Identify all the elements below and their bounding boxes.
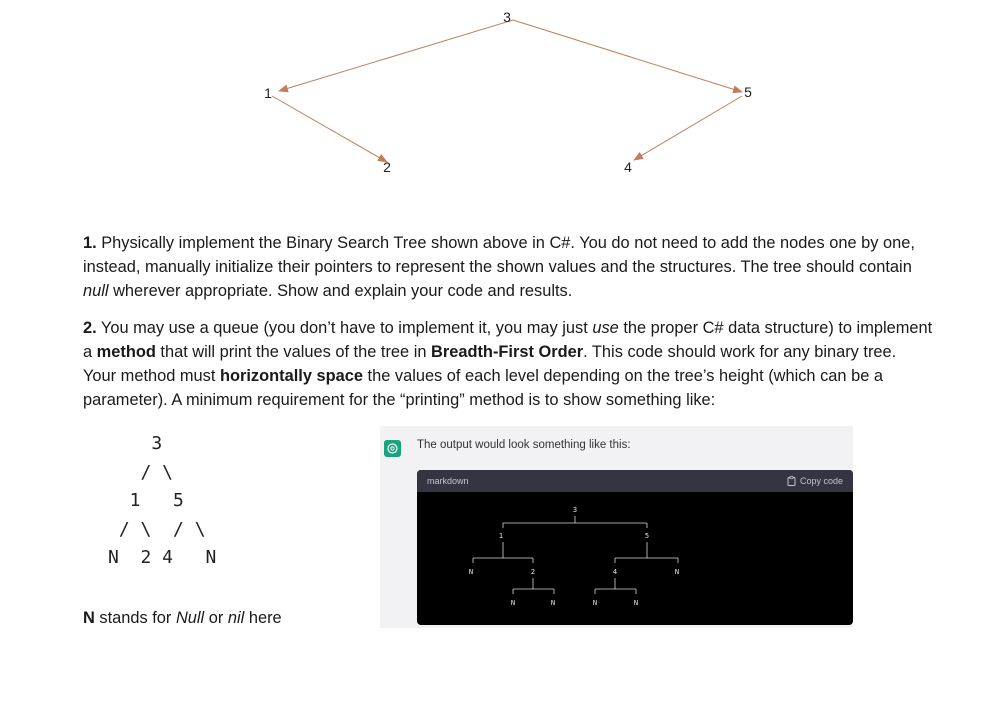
output-node-5: 5 bbox=[644, 532, 650, 540]
method-keyword: method bbox=[96, 343, 156, 361]
tree-node-1: 1 bbox=[264, 85, 272, 101]
output-node-N: N bbox=[592, 599, 598, 607]
question-1-text: Physically implement the Binary Search Tree shown above in C#. You do not need to add the nodes one by one, instead, manually initialize their pointers to represent the shown values and the structures. The tree should contain bbox=[83, 234, 915, 276]
code-block-header bbox=[417, 470, 853, 492]
clipboard-icon bbox=[787, 476, 796, 486]
ascii-line: 1 5 bbox=[108, 490, 184, 511]
question-2-text: . This code should work for any binary tree. Your method must bbox=[83, 343, 897, 385]
copy-code-label: Copy code bbox=[799, 476, 843, 486]
question-2-text: that will print the values of the tree in bbox=[155, 343, 432, 361]
question-1-number: 1. bbox=[83, 234, 97, 252]
null-note-text: here bbox=[244, 609, 282, 627]
tree-node-2: 2 bbox=[383, 159, 391, 175]
tree-output-render bbox=[417, 492, 853, 625]
null-note bbox=[83, 606, 282, 630]
null-note-text: stands for bbox=[94, 609, 176, 627]
question-2-text: the values of each level depending on the tree’s height (which can be a parameter). A minimum requirement for the “printing” method is to show something like: bbox=[83, 367, 883, 409]
chatgpt-response-panel bbox=[380, 426, 853, 628]
ascii-line: N 2 4 N bbox=[108, 547, 217, 568]
output-node-N: N bbox=[510, 599, 516, 607]
tree-edge-n3-n5 bbox=[513, 20, 742, 92]
output-node-N: N bbox=[633, 599, 639, 607]
bst-diagram bbox=[0, 0, 1007, 200]
output-node-4: 4 bbox=[612, 568, 618, 576]
output-node-1: 1 bbox=[498, 532, 504, 540]
output-node-N: N bbox=[674, 568, 680, 576]
tree-node-4: 4 bbox=[624, 159, 632, 175]
chatgpt-logo-icon bbox=[384, 440, 401, 457]
horizontally-space-keyword: horizontally space bbox=[219, 367, 363, 385]
null-note-null: Null bbox=[175, 609, 205, 627]
tree-edge-n5-n4 bbox=[634, 96, 742, 160]
null-keyword: null bbox=[83, 282, 109, 300]
null-note-nil: nil bbox=[227, 609, 245, 627]
question-1 bbox=[83, 231, 933, 303]
tree-edge-n1-n2 bbox=[272, 96, 387, 162]
question-1-text-end: wherever appropriate. Show and explain your code and results. bbox=[108, 282, 573, 300]
output-node-N: N bbox=[550, 599, 556, 607]
null-note-n: N bbox=[83, 609, 95, 627]
copy-code-button[interactable] bbox=[787, 476, 843, 486]
breadth-first-keyword: Breadth-First Order bbox=[431, 343, 584, 361]
ascii-line: / \ / \ bbox=[108, 518, 206, 540]
question-2-number: 2. bbox=[83, 319, 97, 337]
tree-node-3: 3 bbox=[503, 9, 511, 25]
question-2 bbox=[83, 316, 933, 412]
code-language-label: markdown bbox=[427, 476, 469, 486]
use-keyword: use bbox=[592, 319, 619, 337]
ascii-tree-example bbox=[108, 430, 216, 573]
question-2-text: the proper C# data structure) to implement a bbox=[83, 319, 933, 361]
chat-message: The output would look something like this: bbox=[417, 439, 631, 451]
question-2-text: You may use a queue (you don’t have to implement it, you may just bbox=[96, 319, 593, 337]
tree-edge-n3-n1 bbox=[279, 20, 513, 91]
null-note-text: or bbox=[204, 609, 228, 627]
output-node-3: 3 bbox=[572, 506, 578, 514]
ascii-line: 3 bbox=[108, 433, 163, 454]
output-node-2: 2 bbox=[530, 568, 536, 576]
output-node-N: N bbox=[468, 568, 474, 576]
ascii-line: / \ bbox=[108, 461, 174, 483]
code-block bbox=[417, 470, 853, 625]
tree-node-5: 5 bbox=[744, 84, 752, 100]
